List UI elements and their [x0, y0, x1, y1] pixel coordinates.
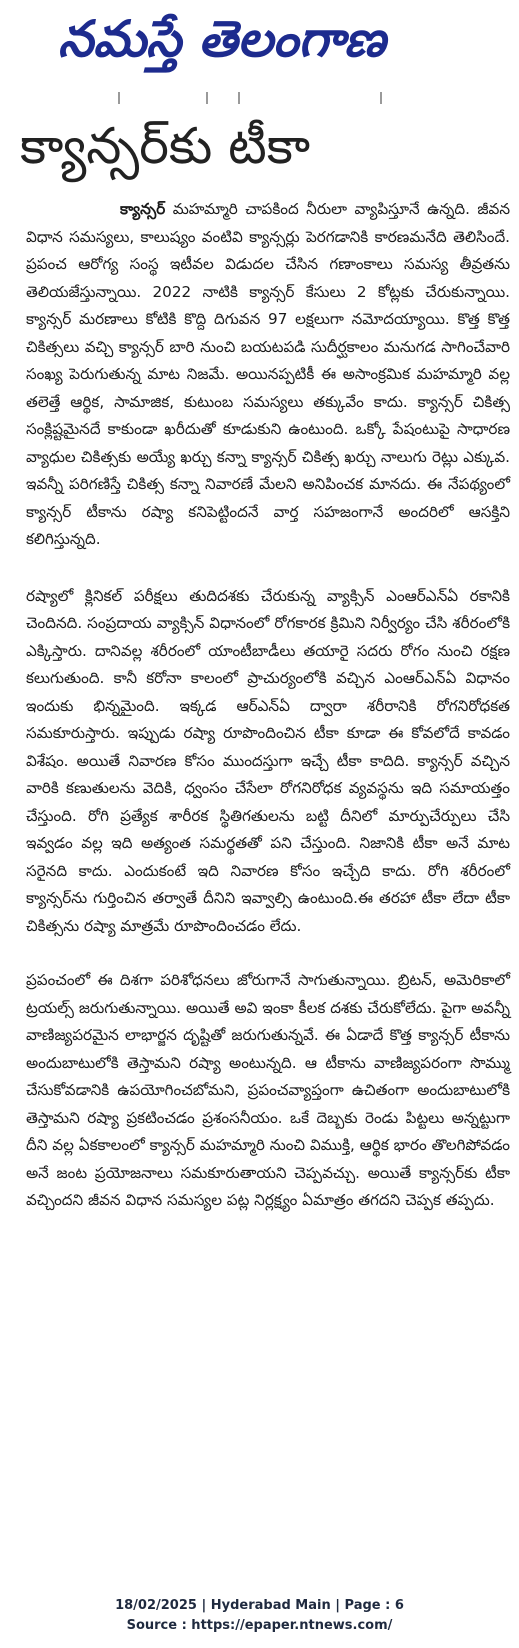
edition-info: 18/02/2025 | Hyderabad Main | Page : 6 [115, 1598, 404, 1613]
paragraph-2: రష్యాలో క్లినికల్ పరీక్షలు తుదిదశకు చేరుకున్న వ్యాక్సిన్ ఎంఆర్ఎన్ఏ రకానికి చెందినది. సంప్రదాయ వ్యాక్సిన్ విధానంలో రోగకారక క్రిమిని నిర్వీర్యం చేసి శరీరంలోకి ఎక్కిస్తారు. దానివల్ల శరీరంలో యాంటీబాడీలు తయారై సదరు రోగం నుంచి రక్షణ కలుగుతుంది. కానీ కరోనా కాలంలో ప్రాచుర్యంలోకి వచ్చిన ఎంఆర్ఎన్ఏ విధానం ఇందుకు భిన్నమైంది. ఇక్కడ ఆర్ఎన్ఏ ద్వారా శరీరానికి రోగనిరోధకత సమకూరుస్తారు. ఇప్పుడు రష్యా రూపొందించిన టీకా కూడా ఈ కోవలోదే కావడం విశేషం. అయితే నివారణ కోసం ముందస్తుగా ఇచ్చే టీకా కాదిది. క్యాన్సర్ వచ్చిన వారికి కణుతులను వెదికి, ధ్వంసం చేసేలా రోగనిరోధక వ్యవస్థను ఇది సమాయత్తం చేస్తుంది. రోగి ప్రత్యేక శారీరక స్థితిగతులను బట్టి దీనిలో మార్పుచేర్పులు చేసి ఇవ్వడం వల్ల ఇది అత్యంత సమర్థతతో పని చేస్తుంది. నిజానికి టీకా అనే మాట సరైనది కాదు. ఎందుకంటే ఇది నివారణ కోసం ఇచ్చేది కాదు. రోగి శరీరంలో క్యాన్సర్‌ను గుర్తించిన తర్వాతే దీనిని ఇవ్వాల్సి ఉంటుంది.ఈ తరహా టీకా లేదా టీకా చికిత్సను రష్యా మాత్రమే రూపొందించడం లేదు. [26, 586, 510, 935]
newspaper-logo: నమస్తే తెలంగాణ [58, 9, 386, 68]
paragraph-1 [26, 196, 510, 554]
page-footer [0, 1596, 519, 1636]
masthead [0, 0, 519, 100]
paragraph-3: ప్రపంచంలో ఈ దిశగా పరిశోధనలు జోరుగానే సాగుతున్నాయి. బ్రిటన్, అమెరికాలో ట్రయల్స్ జరుగుతున్నాయి. అయితే అవి ఇంకా కీలక దశకు చేరుకోలేదు. పైగా అవన్నీ వాణిజ్యపరమైన లాభార్జన దృష్టితో జరుగుతున్నవే. ఈ ఏడాదే కొత్త క్యాన్సర్ టీకాను అందుబాటులోకి తెస్తామని రష్యా అంటున్నది. ఆ టీకాను వాణిజ్యపరంగా సొమ్ము చేసుకోవడానికి ఉపయోగించబోమని, ప్రపంచవ్యాప్తంగా ఉచితంగా అందుబాటులోకి తెస్తామని రష్యా ప్రకటించడం ప్రశంసనీయం. ఒకే దెబ్బకు రెండు పిట్టలు అన్నట్టుగా దీని వల్ల ఏకకాలంలో క్యాన్సర్ మహమ్మారి నుంచి విముక్తి, ఆర్థిక భారం తొలగిపోవడం అనే జంట ప్రయోజనాలు సమకూరుతాయని చెప్పవచ్చు. అయితే క్యాన్సర్‌కు టీకా వచ్చిందని జీవన విధాన సమస్యల పట్ల నిర్లక్ష్యం ఏమాత్రం తగదని చెప్పక తప్పదు. [26, 971, 510, 1209]
lead-word: క్యాన్సర్ [120, 200, 166, 218]
article-body [26, 196, 510, 1215]
paragraph-1-text: మహమ్మారి చాపకింద నీరులా వ్యాపిస్తూనే ఉన్నది. జీవన విధాన సమస్యలు, కాలుష్యం వంటివి క్యాన్సర్లు పెరగడానికి కారణమనేది తెలిసిందే. ప్రపంచ ఆరోగ్య సంస్థ ఇటీవల విడుదల చేసిన గణాంకాలు సమస్య తీవ్రతను తెలియజేస్తున్నాయి. 2022 నాటికి క్యాన్సర్ కేసులు 2 కోట్లకు చేరుకున్నాయి. క్యాన్సర్ మరణాలు కోటికి కొద్ది దిగువన 97 లక్షలుగా నమోదయ్యాయి. కొత్త కొత్త చికిత్సలు వచ్చి క్యాన్సర్ బారి నుంచి బయటపడి సుదీర్ఘకాలం మనుగడ సాగించేవారి సంఖ్య పెరుగుతున్న మాట నిజమే. అయినప్పటికీ ఈ అసాంక్రమిక మహమ్మారి వల్ల తలెత్తే ఆర్థిక, సామాజిక, కుటుంబ సమస్యలు తక్కువేం కాదు. క్యాన్సర్ చికిత్స సంక్లిష్టమైనదే కాకుండా ఖరీదుతో కూడుకుని ఉంటుంది. ఒక్కో పేషంటుపై సాధారణ వ్యాధుల చికిత్సకు అయ్యే ఖర్చు కన్నా క్యాన్సర్ చికిత్స ఖర్చు నాలుగు రెట్లు ఎక్కువ. ఇవన్నీ పరిగణిస్తే చికిత్స కన్నా నివారణే మేలని అనిపించక మానదు. ఈ నేపథ్యంలో క్యాన్సర్ టీకాను రష్యా కనిపెట్టిందనే వార్త సహజంగానే అందరిలో ఆసక్తిని కలిగిస్తున్నది. [26, 200, 510, 548]
article-headline: క్యాన్సర్‌కు టీకా [20, 117, 311, 175]
column-rule-marks [0, 92, 519, 106]
source-link[interactable]: Source : https://epaper.ntnews.com/ [126, 1618, 393, 1633]
